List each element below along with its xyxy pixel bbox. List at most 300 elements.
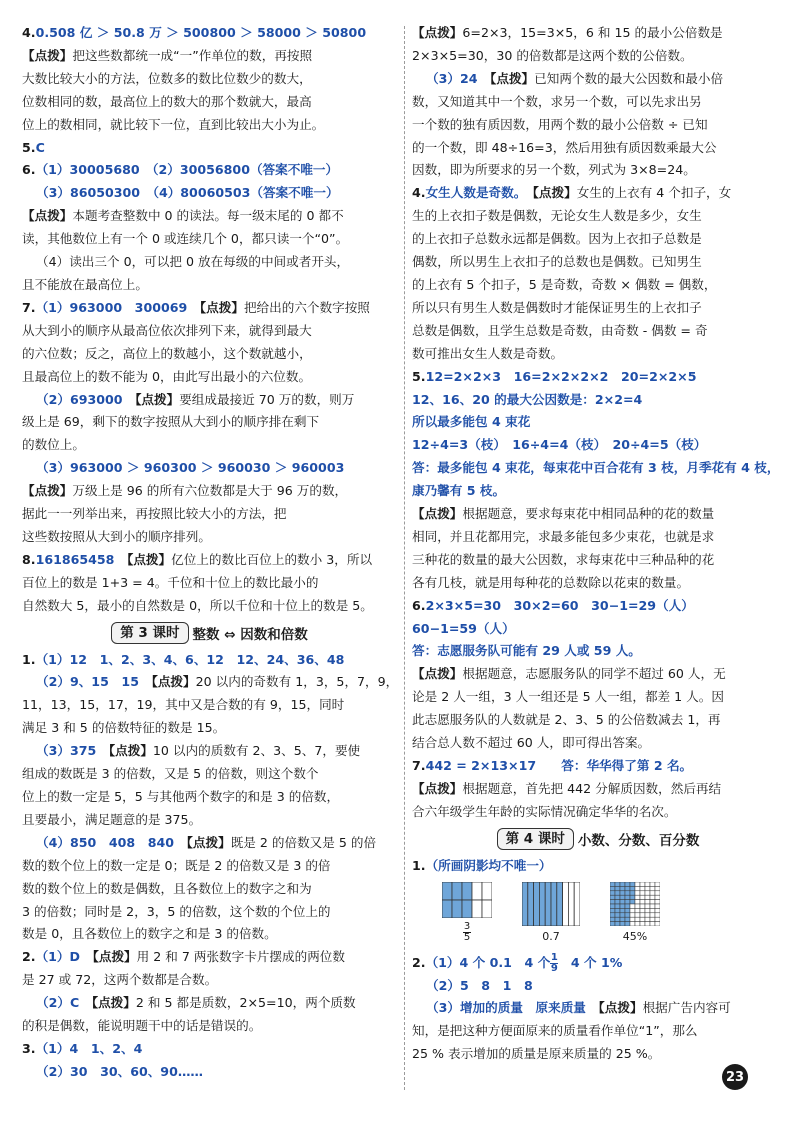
grid-cell [650, 921, 655, 925]
explanation-text: 因数，即为所要求的另一个数，列式为 3×8=24。 [412, 162, 696, 178]
explanation-text: 把这些数都统一成“一”作单位的数，再按照 [72, 47, 313, 63]
text-line [412, 640, 784, 663]
explanation-text: 既是 2 的倍数又是 5 的倍 [230, 834, 377, 850]
tip-label: 【点拨】 [135, 391, 180, 407]
text-line [412, 1043, 784, 1066]
grid-cell [620, 890, 625, 894]
explanation-text: 亿位上的数比百位上的数小 3，所以 [171, 551, 373, 567]
text-line [22, 22, 397, 45]
text-line [412, 159, 784, 182]
explanation-text: 百位上的数是 1+3 = 4。千位和十位上的数比最小的 [22, 574, 319, 590]
grid-cell [625, 912, 630, 916]
grid-cell [610, 904, 615, 908]
explanation-text: 6=2×3，15=3×5，6 和 15 的最小公倍数是 [462, 25, 723, 40]
question-number: 5. [22, 139, 36, 155]
grid-cell [635, 921, 640, 925]
explanation-text: 位上的数一定是 5，5 与其他两个数字的和是 3 的倍数， [22, 789, 340, 804]
text-line [412, 503, 784, 526]
text-line [22, 878, 397, 901]
grid-cell [615, 886, 620, 890]
grid-cell [630, 904, 635, 908]
explanation-text: 的积是偶数，能说明题干中的话是错误的。 [22, 1018, 262, 1034]
tip-label: 【点拨】 [186, 834, 231, 850]
answer-text: （3）375 [36, 743, 109, 759]
grid-cell [472, 900, 482, 918]
grid-cell [610, 882, 615, 886]
text-line [22, 182, 397, 205]
explanation-text: 数可推出女生人数是奇数。 [412, 345, 564, 361]
text-line [412, 91, 784, 114]
text-line [22, 786, 397, 809]
text-line [412, 595, 784, 618]
fraction-grids [412, 882, 784, 952]
question-number: 6. [412, 597, 426, 613]
explanation-text: 3 的倍数；同时是 2，3，5 的倍数，这个数的个位上的 [22, 903, 331, 919]
text-line [412, 755, 784, 778]
explanation-text: 根据广告内容可 [642, 1000, 731, 1016]
grid-cell [620, 886, 625, 890]
grid-cell [482, 900, 492, 918]
answer-text: 答：志愿服务队可能有 29 人或 59 人。 [412, 643, 641, 659]
answer-text: （1）4 1、2、4 [35, 1040, 143, 1056]
explanation-text: 的上衣有 5 个扣子，5 是奇数，奇数 × 偶数 = 偶数， [412, 276, 717, 292]
grid-cell [630, 917, 635, 921]
tip-label: 【点拨】 [22, 483, 73, 499]
text-line [412, 45, 784, 68]
explanation-text: 且最高位上的数不能为 0，由此写出最小的六位数。 [22, 368, 312, 384]
text-line [412, 801, 784, 824]
grid-cell [630, 890, 635, 894]
grid-cell [640, 912, 645, 916]
grid-cell [615, 917, 620, 921]
explanation-text: 且要最小，满足题意的是 375。 [22, 811, 202, 827]
grid-cell [462, 882, 472, 900]
text-line [412, 343, 784, 366]
explanation-text: 的六位数；反之，高位上的数越小，这个数就越小， [22, 345, 312, 361]
text-line [412, 1020, 784, 1043]
left-column [22, 22, 397, 1084]
grid-cell [442, 900, 452, 918]
text-line [412, 618, 784, 641]
grid-cell [645, 908, 650, 912]
text-line [412, 572, 784, 595]
explanation-text: 所以只有男生人数是偶数时才能保证男生的上衣扣子 [412, 299, 702, 315]
grid-cell [640, 899, 645, 903]
tip-label: 【点拨】 [412, 506, 463, 522]
text-line [22, 526, 397, 549]
text-line [22, 969, 397, 992]
text-line [22, 251, 397, 274]
grid-cell [655, 904, 660, 908]
text-line [412, 855, 784, 878]
question-number: 7. [412, 758, 426, 773]
explanation-text: 是 27 或 72，这两个数都是合数。 [22, 972, 218, 988]
explanation-text: 合六年级学生年龄的实际情况确定华华的名次。 [412, 803, 677, 819]
text-line [22, 205, 397, 228]
text-line [22, 1061, 397, 1084]
grid-cell [630, 895, 635, 899]
text-line [22, 68, 397, 91]
lesson-badge: 第 3 课时 [111, 622, 188, 644]
text-line [22, 763, 397, 786]
question-number: 4. [412, 185, 426, 201]
text-line [22, 992, 397, 1015]
grid-cell [655, 886, 660, 890]
text-line [412, 526, 784, 549]
tip-label: 【点拨】 [199, 299, 244, 315]
lesson-header [412, 826, 784, 853]
caption-45-percent: 45% [622, 929, 648, 943]
explanation-text: 万级上是 96 的所有六位数都是大于 96 万的数， [72, 483, 348, 499]
grid-cell [645, 899, 650, 903]
grid-cell [650, 882, 655, 886]
text-line [22, 114, 397, 137]
fraction-denominator: 5 [463, 931, 471, 943]
grid-45-percent [610, 882, 660, 943]
text-line [412, 663, 784, 686]
grid-cell [615, 895, 620, 899]
grid-cell [645, 886, 650, 890]
tip-label: 【点拨】 [108, 743, 153, 759]
grid-cell [610, 908, 615, 912]
explanation-text: 根据题意，首先把 442 分解质因数，然后再结 [462, 780, 722, 796]
grid-cell [645, 904, 650, 908]
explanation-text: 知，是把这种方便面原来的质量看作单位“1”，那么 [412, 1023, 698, 1039]
grid-cell [625, 882, 630, 886]
grid-cell [551, 882, 557, 926]
explanation-text: 这些数按照从大到小的顺序排列。 [22, 528, 211, 544]
text-line [22, 343, 397, 366]
text-line [22, 1038, 397, 1061]
question-number: 5. [412, 368, 426, 384]
grid-cell [655, 917, 660, 921]
question-number: 2. [22, 949, 36, 965]
question-number: 7. [22, 299, 36, 315]
text-line [22, 946, 397, 969]
tip-label: 【点拨】 [412, 666, 463, 682]
explanation-text: 各有几枝，就是用每种花的总数除以花束的数量。 [412, 574, 690, 590]
text-line [412, 411, 784, 434]
grid-cell [615, 908, 620, 912]
grid-cell [615, 882, 620, 886]
grid-cell [557, 882, 563, 926]
grid-cell [545, 882, 551, 926]
explanation-text: 把给出的六个数字按照 [243, 299, 370, 315]
grid-cell [528, 882, 534, 926]
grid-cell [574, 882, 580, 926]
text-line [412, 68, 784, 91]
grid-cell [645, 917, 650, 921]
grid-cell [640, 904, 645, 908]
text-line [412, 205, 784, 228]
grid-cell [620, 882, 625, 886]
answer-text: （3）24 [426, 70, 491, 86]
text-line [22, 389, 397, 412]
text-line [22, 457, 397, 480]
answer-text: 0.508 亿 ＞ 50.8 万 ＞ 500800 ＞ 58000 ＞ 50800 [35, 25, 367, 40]
grid-cell [610, 899, 615, 903]
text-line [22, 717, 397, 740]
tip-label: 【点拨】 [151, 674, 196, 690]
text-line [22, 901, 397, 924]
text-line [412, 709, 784, 732]
answer-text: 康乃馨有 5 枝。 [412, 483, 506, 499]
grid-cell [645, 912, 650, 916]
grid-cell [534, 882, 540, 926]
answer-text: （1）30005680 （2）30056800（答案不唯一） [35, 162, 339, 178]
grid-cell [610, 917, 615, 921]
grid-cell [630, 908, 635, 912]
grid-cell [625, 886, 630, 890]
question-number: 1. [412, 857, 426, 873]
tip-label: 【点拨】 [412, 780, 463, 796]
page-number: 23 [722, 1064, 748, 1090]
grid-cell [640, 882, 645, 886]
explanation-text: 要组成最接近 70 万的数，则万 [179, 391, 355, 407]
tip-label: 【点拨】 [22, 208, 73, 224]
explanation-text: 2 和 5 都是质数，2×5=10，两个质数 [135, 995, 356, 1011]
grid-cell [625, 890, 630, 894]
grid-cell [630, 886, 635, 890]
answer-text: （2）30 30、60、90…… [36, 1063, 204, 1079]
text-line [412, 320, 784, 343]
grid-cell [650, 908, 655, 912]
text-line [412, 114, 784, 137]
text-line [412, 434, 784, 457]
explanation-text: 数的数个位上的数一定是 0；既是 2 的倍数又是 3 的倍 [22, 857, 331, 873]
explanation-text: 一个数的独有质因数，用两个数的最小公倍数 ÷ 已知 [412, 116, 708, 132]
grid-cell [620, 912, 625, 916]
text-line [412, 182, 784, 205]
question-number: 2. [412, 954, 426, 970]
text-line [22, 45, 397, 68]
grid-cell [640, 908, 645, 912]
fraction-denominator: 9 [550, 962, 558, 974]
fraction-numerator: 1 [550, 951, 558, 963]
grid-cell [610, 890, 615, 894]
answer-text: 所以最多能包 4 束花 [412, 414, 531, 430]
text-line [22, 671, 397, 694]
grid-cell [615, 899, 620, 903]
grid-cell [635, 912, 640, 916]
tip-label: 【点拨】 [22, 47, 73, 63]
text-line [412, 778, 784, 801]
explanation-text: 根据题意，要求每束花中相同品种的花的数量 [462, 506, 715, 522]
grid-cell [615, 912, 620, 916]
grid-cell [640, 895, 645, 899]
tip-label: 【点拨】 [91, 995, 136, 1011]
grid-cell [650, 912, 655, 916]
text-line [412, 457, 784, 480]
grid-cell [610, 912, 615, 916]
grid-cell [452, 882, 462, 900]
grid-cell [650, 895, 655, 899]
text-line [412, 480, 784, 503]
lesson-header [22, 620, 397, 647]
tip-label: 【点拨】 [598, 1000, 643, 1016]
explanation-text: 大数比较大小的方法，位数多的数比位数少的数大， [22, 70, 312, 86]
answer-text: （1）963000 300069 [35, 299, 200, 315]
answer-text: C [35, 139, 45, 155]
explanation-text: 从大到小的顺序从最高位依次排列下来，就得到最大 [22, 322, 312, 338]
text-line [22, 572, 397, 595]
grid-cell [568, 882, 574, 926]
explanation-text: 此志愿服务队的人数就是 2、3、5 的公倍数减去 1，再 [412, 712, 721, 728]
text-line [412, 975, 784, 998]
grid-cell [645, 895, 650, 899]
grid-cell [645, 921, 650, 925]
answer-text: 60−1=59（人） [412, 620, 515, 636]
question-number: 3. [22, 1040, 36, 1056]
grid-cell [640, 917, 645, 921]
grid-cell [620, 904, 625, 908]
answer-text: （1）12 1、2、3、4、6、12 12、24、36、48 [35, 651, 345, 667]
text-line [22, 366, 397, 389]
explanation-text: 数，又知道其中一个数，求另一个数，可以先求出另 [412, 93, 702, 109]
grid-cell [655, 895, 660, 899]
grid-cell [625, 908, 630, 912]
text-line [22, 923, 397, 946]
text-line [412, 251, 784, 274]
tip-label: 【点拨】 [490, 70, 535, 86]
lesson-title: 小数、分数、百分数 [577, 833, 700, 850]
answer-text: 4 个 1% [558, 954, 623, 970]
tip-label: 【点拨】 [532, 185, 577, 201]
answer-text: （2）5 8 1 8 [426, 977, 533, 993]
explanation-text: （4）读出三个 0，可以把 0 放在每级的中间或者开头， [36, 254, 350, 270]
text-line [22, 832, 397, 855]
grid-cell [615, 890, 620, 894]
grid-cell [625, 921, 630, 925]
grid-cell [620, 917, 625, 921]
text-line [22, 91, 397, 114]
explanation-text: 数的数个位上的数是偶数，且各数位上的数字之和为 [22, 880, 312, 896]
text-line [412, 997, 784, 1020]
grid-cell [442, 882, 452, 900]
explanation-text: 位上的数相同，就比较下一位，直到比较出大小为止。 [22, 116, 325, 132]
tip-label: 【点拨】 [127, 551, 172, 567]
answer-text: 答：最多能包 4 束花，每束花中百合花有 3 枝，月季花有 4 枝， [412, 460, 780, 476]
grid-cell [640, 890, 645, 894]
answer-text: 442 = 2×13×17 答：华华得了第 2 名。 [425, 758, 693, 773]
text-line [22, 549, 397, 572]
explanation-text: 11，13，15，17，19，其中又是合数的有 9，15，同时 [22, 697, 345, 713]
explanation-text: 读，其他数位上有一个 0 或连续几个 0，都只读一个“0”。 [22, 231, 349, 247]
text-line [412, 549, 784, 572]
text-line [22, 159, 397, 182]
grid-cell [539, 882, 545, 926]
lesson-title: 整数 ⇔ 因数和倍数 [192, 627, 308, 644]
explanation-text: 组成的数既是 3 的倍数，又是 5 的倍数，则这个数个 [22, 766, 319, 782]
grid-cell [625, 917, 630, 921]
grid-cell [655, 899, 660, 903]
grid-cell [625, 895, 630, 899]
explanation-text: 相同，并且花都用完，求最多能包多少束花，也就是求 [412, 528, 715, 544]
explanation-text: 已知两个数的最大公因数和最小倍 [534, 70, 724, 86]
text-line [22, 297, 397, 320]
text-line [22, 503, 397, 526]
text-line [22, 411, 397, 434]
grid-cell [655, 908, 660, 912]
explanation-text: 生的上衣扣子数是偶数，无论女生人数是多少，女生 [412, 208, 702, 224]
right-column [412, 22, 784, 1066]
explanation-text: 的数位上。 [22, 437, 85, 453]
grid-cell [630, 899, 635, 903]
grid-cell [655, 882, 660, 886]
text-line [412, 274, 784, 297]
grid-cell [625, 904, 630, 908]
text-line [412, 22, 784, 45]
answer-text: 12=2×2×3 16=2×2×2×2 20=2×2×5 [425, 368, 697, 384]
grid-cell [645, 890, 650, 894]
explanation-text: 三种花的数量的最大公因数，求每束花中三种品种的花 [412, 551, 715, 567]
tip-label: 【点拨】 [92, 949, 137, 965]
grid-0-7-svg [522, 882, 580, 926]
grid-cell [655, 912, 660, 916]
text-line [412, 389, 784, 412]
grid-cell [482, 882, 492, 900]
grid-cell [650, 890, 655, 894]
text-line [22, 274, 397, 297]
grid-cell [655, 921, 660, 925]
text-line [412, 137, 784, 160]
explanation-text: 满足 3 和 5 的倍数特征的数是 15。 [22, 720, 226, 736]
explanation-text: 据此一一列举出来，再按照比较大小的方法，把 [22, 506, 287, 522]
grid-45-svg [610, 882, 660, 926]
question-number: 6. [22, 162, 36, 178]
grid-cell [472, 882, 482, 900]
caption-three-fifths [463, 922, 471, 943]
grid-three-fifths [442, 882, 492, 943]
grid-cell [635, 895, 640, 899]
grid-cell [655, 890, 660, 894]
grid-3-5-svg [442, 882, 492, 918]
explanation-text: 的上衣扣子总数永远都是偶数。因为上衣扣子总数是 [412, 231, 702, 247]
text-line [22, 1015, 397, 1038]
grid-cell [635, 904, 640, 908]
explanation-text: 女生的上衣有 4 个扣子，女 [576, 185, 732, 201]
text-line [22, 649, 397, 672]
answer-text: （3）963000 ＞ 960300 ＞ 960030 ＞ 960003 [36, 460, 345, 476]
text-line [22, 434, 397, 457]
grid-cell [645, 882, 650, 886]
answer-text: （3）增加的质量 原来质量 [426, 1000, 599, 1016]
explanation-text: 20 以内的奇数有 1，3，5，7，9， [195, 674, 399, 690]
explanation-text: 数是 0，且各数位上的数字之和是 3 的倍数。 [22, 926, 277, 942]
grid-cell [650, 904, 655, 908]
explanation-text: 结合总人数不超过 60 人，即可得出答案。 [412, 735, 651, 751]
grid-cell [635, 917, 640, 921]
explanation-text: 25 % 表示增加的质量是原来质量的 25 %。 [412, 1046, 661, 1062]
grid-cell [650, 899, 655, 903]
question-number: 4. [22, 25, 36, 40]
answer-text: 12÷4=3（枝） 16÷4=4（枝） 20÷4=5（枝） [412, 437, 707, 453]
grid-cell [630, 921, 635, 925]
grid-cell [610, 921, 615, 925]
explanation-text: 级上是 69，剩下的数字按照从大到小的顺序排在剩下 [22, 414, 320, 430]
grid-cell [522, 882, 528, 926]
explanation-text: 本题考查整数中 0 的读法。每一级末尾的 0 都不 [72, 208, 344, 224]
text-line [412, 686, 784, 709]
answer-text: 12、16、20 的最大公因数是：2×2=4 [412, 391, 643, 407]
explanation-text: 自然数大 5，最小的自然数是 0，所以千位和十位上的数是 5。 [22, 597, 373, 613]
question-number: 1. [22, 651, 36, 667]
text-line [412, 228, 784, 251]
grid-cell [635, 890, 640, 894]
grid-cell [615, 904, 620, 908]
grid-cell [620, 895, 625, 899]
explanation-text: 论是 2 人一组，3 人一组还是 5 人一组，都差 1 人。因 [412, 689, 724, 705]
